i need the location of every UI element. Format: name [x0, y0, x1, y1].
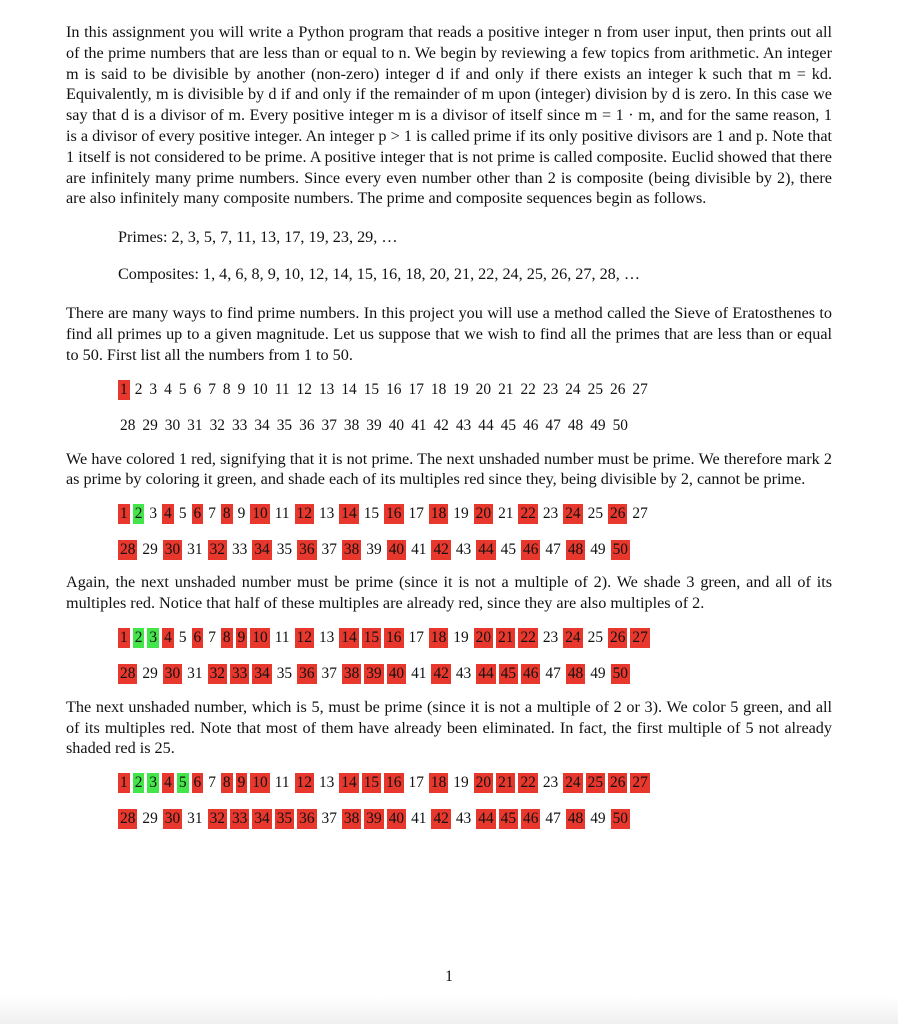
sieve-grid-4 [66, 773, 832, 829]
sieve-number-15: 15 [363, 628, 380, 646]
sieve-number-2: 2 [134, 628, 143, 646]
sieve-number-20: 20 [475, 505, 492, 523]
sieve-number-31: 31 [187, 541, 203, 559]
sieve-number-48: 48 [567, 416, 584, 434]
sieve-number-40: 40 [388, 810, 405, 828]
sieve-number-18: 18 [430, 380, 447, 398]
sieve-number-3: 3 [149, 628, 158, 646]
sieve-number-28: 28 [120, 810, 136, 828]
intro-paragraph: In this assignment you will write a Python program that reads a positive integer n from user input, then prints out all of the prime numbers that are less than or equal to n. We begin by reviewing a few topics from arithmetic. An integer m is said to be divisible by another (non-zero) integer d if and only if there exists an integer k such that m = kd. Equivalently, m is divisible by d if and only if the remainder of m upon (integer) division by d is zero. In this case we say that d is a divisor of m. Every positive integer m is a divisor of itself since m = 1 · m, and for the same reason, 1 is a divisor of every positive integer. An integer p > 1 is called prime if its only positive divisors are 1 and p. Note that 1 itself is not considered to be prime. A positive integer that is not prime is called composite. Euclid showed that there are infinitely many prime numbers. Since every even number other than 2 is composite (being divisible by 2), there are also infinitely many composite numbers. The prime and composite sequences begin as follows. [66, 23, 832, 208]
sieve-number-32: 32 [209, 541, 225, 559]
sieve-number-21: 21 [498, 774, 514, 792]
sieve-number-35: 35 [276, 541, 293, 559]
sieve-number-28: 28 [120, 416, 136, 434]
sieve-number-19: 19 [453, 380, 469, 398]
sieve-number-9: 9 [237, 628, 246, 646]
sieve-number-29: 29 [142, 416, 158, 434]
sieve-number-37: 37 [321, 810, 337, 828]
sieve-number-17: 17 [408, 380, 424, 398]
sieve-number-48: 48 [567, 541, 584, 559]
sieve-row [118, 380, 832, 400]
sieve-number-4: 4 [164, 505, 172, 523]
sieve-number-8: 8 [222, 505, 231, 523]
sieve-number-15: 15 [363, 505, 380, 523]
sieve-grid-1 [66, 380, 832, 436]
sieve-number-27: 27 [632, 380, 648, 398]
sieve-number-2: 2 [134, 380, 143, 398]
sieve-number-34: 34 [254, 541, 270, 559]
sieve-number-33: 33 [231, 416, 248, 434]
sieve-number-13: 13 [318, 628, 335, 646]
sieve-number-29: 29 [142, 664, 158, 682]
sieve-number-40: 40 [388, 416, 405, 434]
sieve-number-6: 6 [193, 380, 202, 398]
sieve-number-18: 18 [430, 505, 447, 523]
sieve-number-15: 15 [363, 774, 380, 792]
sieve-number-43: 43 [455, 541, 472, 559]
sieve-number-46: 46 [523, 664, 539, 682]
sieve-number-5: 5 [178, 774, 187, 792]
sieve-number-22: 22 [520, 505, 536, 523]
sieve-number-3: 3 [149, 380, 158, 398]
sieve-number-14: 14 [341, 628, 357, 646]
sieve-number-7: 7 [208, 628, 216, 646]
sieve-number-39: 39 [366, 541, 382, 559]
sieve-number-11: 11 [274, 380, 290, 398]
sieve-number-36: 36 [299, 810, 315, 828]
sieve-number-10: 10 [252, 774, 268, 792]
sieve-number-32: 32 [209, 416, 225, 434]
sieve-number-16: 16 [386, 628, 402, 646]
sieve-number-40: 40 [388, 664, 405, 682]
sieve-number-48: 48 [567, 810, 584, 828]
sieve-grid-3 [66, 628, 832, 684]
sieve-number-41: 41 [411, 810, 427, 828]
sieve-number-24: 24 [565, 505, 581, 523]
sieve-number-31: 31 [187, 810, 203, 828]
sieve-number-22: 22 [520, 774, 536, 792]
sieve-number-12: 12 [296, 380, 312, 398]
sieve-number-9: 9 [237, 774, 246, 792]
sieve-number-11: 11 [274, 774, 290, 792]
sieve-number-2: 2 [134, 774, 143, 792]
sieve-number-43: 43 [455, 664, 472, 682]
sieve-number-17: 17 [408, 774, 424, 792]
sieve-number-32: 32 [209, 664, 225, 682]
sieve-number-13: 13 [318, 380, 335, 398]
sieve-number-19: 19 [453, 628, 469, 646]
sieve-number-26: 26 [610, 774, 626, 792]
sieve-number-50: 50 [612, 664, 628, 682]
sieve-number-1: 1 [120, 505, 128, 523]
sieve-number-3: 3 [149, 505, 158, 523]
sieve-row [118, 628, 832, 648]
sieve-number-11: 11 [274, 505, 290, 523]
sieve-number-1: 1 [120, 380, 128, 398]
sieve-number-35: 35 [276, 810, 293, 828]
sieve-number-7: 7 [208, 505, 216, 523]
sieve-number-16: 16 [386, 774, 402, 792]
sieve-number-25: 25 [587, 774, 604, 792]
sieve-number-29: 29 [142, 541, 158, 559]
sieve-intro-paragraph: There are many ways to find prime numbers. In this project you will use a method called the Sieve of Eratosthenes to find all primes up to a given magnitude. Let us suppose that we wish to find all the primes that are less than or equal to 50. First list all the numbers from 1 to 50. [66, 304, 832, 364]
sieve-number-8: 8 [222, 628, 231, 646]
sieve-number-43: 43 [455, 810, 472, 828]
sieve-number-20: 20 [475, 628, 492, 646]
sieve-number-24: 24 [565, 380, 581, 398]
sieve-number-47: 47 [545, 810, 561, 828]
sieve-number-21: 21 [498, 628, 514, 646]
sieve-number-11: 11 [274, 628, 290, 646]
sieve-number-42: 42 [433, 416, 449, 434]
sieve-number-38: 38 [343, 416, 360, 434]
sieve-number-19: 19 [453, 774, 469, 792]
sieve-number-34: 34 [254, 810, 270, 828]
sieve-number-13: 13 [318, 505, 335, 523]
sieve-number-49: 49 [590, 664, 606, 682]
step5-paragraph: The next unshaded number, which is 5, must be prime (since it is not a multiple of 2 or 3). We color 5 green, and all of its multiples red. Note that most of them have already been eliminated. In fact, the first multiple of 5 not already shaded red is 25. [66, 697, 832, 758]
sieve-number-28: 28 [120, 664, 136, 682]
sieve-row [118, 416, 832, 436]
sieve-number-17: 17 [408, 628, 424, 646]
sieve-number-33: 33 [231, 541, 248, 559]
sieve-number-34: 34 [254, 416, 270, 434]
sieve-number-30: 30 [164, 541, 181, 559]
sieve-number-42: 42 [433, 541, 449, 559]
sieve-number-6: 6 [193, 774, 202, 792]
sieve-number-22: 22 [520, 380, 536, 398]
sieve-number-7: 7 [208, 774, 216, 792]
sieve-number-15: 15 [363, 380, 380, 398]
sieve-number-23: 23 [542, 774, 559, 792]
sieve-number-4: 4 [164, 380, 172, 398]
sieve-number-14: 14 [341, 774, 357, 792]
sieve-number-2: 2 [134, 505, 143, 523]
sieve-number-44: 44 [478, 810, 494, 828]
sieve-number-33: 33 [231, 810, 248, 828]
sieve-number-27: 27 [632, 774, 648, 792]
sieve-number-6: 6 [193, 628, 202, 646]
sieve-number-37: 37 [321, 664, 337, 682]
sieve-row [118, 540, 832, 560]
sieve-number-35: 35 [276, 664, 293, 682]
sieve-number-36: 36 [299, 541, 315, 559]
sieve-number-6: 6 [193, 505, 202, 523]
sieve-number-27: 27 [632, 628, 648, 646]
sieve-number-39: 39 [366, 664, 382, 682]
sieve-number-37: 37 [321, 416, 337, 434]
sieve-number-41: 41 [411, 664, 427, 682]
sieve-number-13: 13 [318, 774, 335, 792]
sieve-number-39: 39 [366, 416, 382, 434]
sieve-number-27: 27 [632, 505, 648, 523]
sieve-number-5: 5 [178, 505, 187, 523]
sieve-number-32: 32 [209, 810, 225, 828]
sieve-number-5: 5 [178, 628, 187, 646]
sieve-number-1: 1 [120, 774, 128, 792]
sieve-number-25: 25 [587, 380, 604, 398]
step2-paragraph: We have colored 1 red, signifying that it is not prime. The next unshaded number must be prime. We therefore mark 2 as prime by coloring it green, and shade each of its multiples red since they, being divisible by 2, cannot be prime. [66, 449, 832, 489]
sieve-number-47: 47 [545, 541, 561, 559]
sieve-number-46: 46 [523, 541, 539, 559]
sieve-number-43: 43 [455, 416, 472, 434]
sieve-number-45: 45 [500, 810, 517, 828]
sieve-number-26: 26 [610, 380, 626, 398]
sieve-number-50: 50 [612, 416, 628, 434]
sieve-number-7: 7 [208, 380, 216, 398]
footer-bar [0, 996, 898, 1024]
sieve-row [118, 773, 832, 793]
sieve-number-1: 1 [120, 628, 128, 646]
sieve-number-45: 45 [500, 416, 517, 434]
page-content [66, 22, 832, 829]
sieve-number-48: 48 [567, 664, 584, 682]
sieve-number-25: 25 [587, 628, 604, 646]
composites-line: Composites: 1, 4, 6, 8, 9, 10, 12, 14, 15, 16, 18, 20, 21, 22, 24, 25, 26, 27, 28, … [118, 265, 641, 284]
sieve-number-16: 16 [386, 380, 402, 398]
sieve-row [118, 504, 832, 524]
sieve-number-38: 38 [343, 664, 360, 682]
sieve-number-44: 44 [478, 416, 494, 434]
sieve-number-10: 10 [252, 380, 268, 398]
sieve-number-47: 47 [545, 416, 561, 434]
sieve-number-49: 49 [590, 541, 606, 559]
sieve-number-29: 29 [142, 810, 158, 828]
sieve-number-23: 23 [542, 505, 559, 523]
sieve-number-45: 45 [500, 664, 517, 682]
sieve-number-38: 38 [343, 541, 360, 559]
sieve-number-18: 18 [430, 628, 447, 646]
sieve-number-40: 40 [388, 541, 405, 559]
sieve-number-19: 19 [453, 505, 469, 523]
sieve-number-49: 49 [590, 810, 606, 828]
sieve-number-20: 20 [475, 380, 492, 398]
sieve-number-12: 12 [296, 505, 312, 523]
sieve-number-31: 31 [187, 416, 203, 434]
sieve-number-18: 18 [430, 774, 447, 792]
sieve-number-49: 49 [590, 416, 606, 434]
sieve-number-36: 36 [299, 664, 315, 682]
sieve-number-24: 24 [565, 628, 581, 646]
sieve-number-50: 50 [612, 810, 628, 828]
sieve-number-37: 37 [321, 541, 337, 559]
sieve-number-38: 38 [343, 810, 360, 828]
sieve-number-45: 45 [500, 541, 517, 559]
sieve-number-24: 24 [565, 774, 581, 792]
sieve-number-10: 10 [252, 505, 268, 523]
primes-line: Primes: 2, 3, 5, 7, 11, 13, 17, 19, 23, 29, … [118, 228, 398, 247]
sieve-number-41: 41 [411, 541, 427, 559]
sieve-row [118, 664, 832, 684]
sieve-number-9: 9 [237, 380, 246, 398]
sieve-number-26: 26 [610, 505, 626, 523]
sieve-number-36: 36 [299, 416, 315, 434]
sieve-number-8: 8 [222, 380, 231, 398]
sieve-number-20: 20 [475, 774, 492, 792]
sieve-number-23: 23 [542, 628, 559, 646]
sieve-grid-2 [66, 504, 832, 560]
sieve-row [118, 809, 832, 829]
sieve-number-4: 4 [164, 628, 172, 646]
sieve-number-22: 22 [520, 628, 536, 646]
sieve-number-31: 31 [187, 664, 203, 682]
sieve-number-39: 39 [366, 810, 382, 828]
sieve-number-25: 25 [587, 505, 604, 523]
sieve-number-9: 9 [237, 505, 246, 523]
sieve-number-26: 26 [610, 628, 626, 646]
sieve-number-30: 30 [164, 416, 181, 434]
sieve-number-23: 23 [542, 380, 559, 398]
page-number: 1 [445, 968, 453, 985]
sieve-number-46: 46 [523, 416, 539, 434]
sieve-number-12: 12 [296, 774, 312, 792]
sieve-number-3: 3 [149, 774, 158, 792]
sieve-number-8: 8 [222, 774, 231, 792]
sieve-number-10: 10 [252, 628, 268, 646]
sieve-number-14: 14 [341, 505, 357, 523]
sieve-number-12: 12 [296, 628, 312, 646]
sieve-number-5: 5 [178, 380, 187, 398]
sieve-number-50: 50 [612, 541, 628, 559]
sieve-number-14: 14 [341, 380, 357, 398]
sieve-number-46: 46 [523, 810, 539, 828]
sieve-number-41: 41 [411, 416, 427, 434]
sieve-number-33: 33 [231, 664, 248, 682]
sieve-number-35: 35 [276, 416, 293, 434]
sieve-number-4: 4 [164, 774, 172, 792]
sieve-number-17: 17 [408, 505, 424, 523]
sieve-number-28: 28 [120, 541, 136, 559]
sieve-number-44: 44 [478, 664, 494, 682]
sieve-number-21: 21 [498, 380, 514, 398]
sieve-number-21: 21 [498, 505, 514, 523]
sieve-number-44: 44 [478, 541, 494, 559]
sieve-number-42: 42 [433, 810, 449, 828]
step3-paragraph: Again, the next unshaded number must be prime (since it is not a multiple of 2). We shade 3 green, and all of its multiples red. Notice that half of these multiples are already red, since they are also multiples of 2. [66, 573, 832, 612]
sieve-number-16: 16 [386, 505, 402, 523]
sieve-number-34: 34 [254, 664, 270, 682]
sieve-number-47: 47 [545, 664, 561, 682]
sieve-number-42: 42 [433, 664, 449, 682]
sieve-number-30: 30 [164, 664, 181, 682]
sieve-number-30: 30 [164, 810, 181, 828]
